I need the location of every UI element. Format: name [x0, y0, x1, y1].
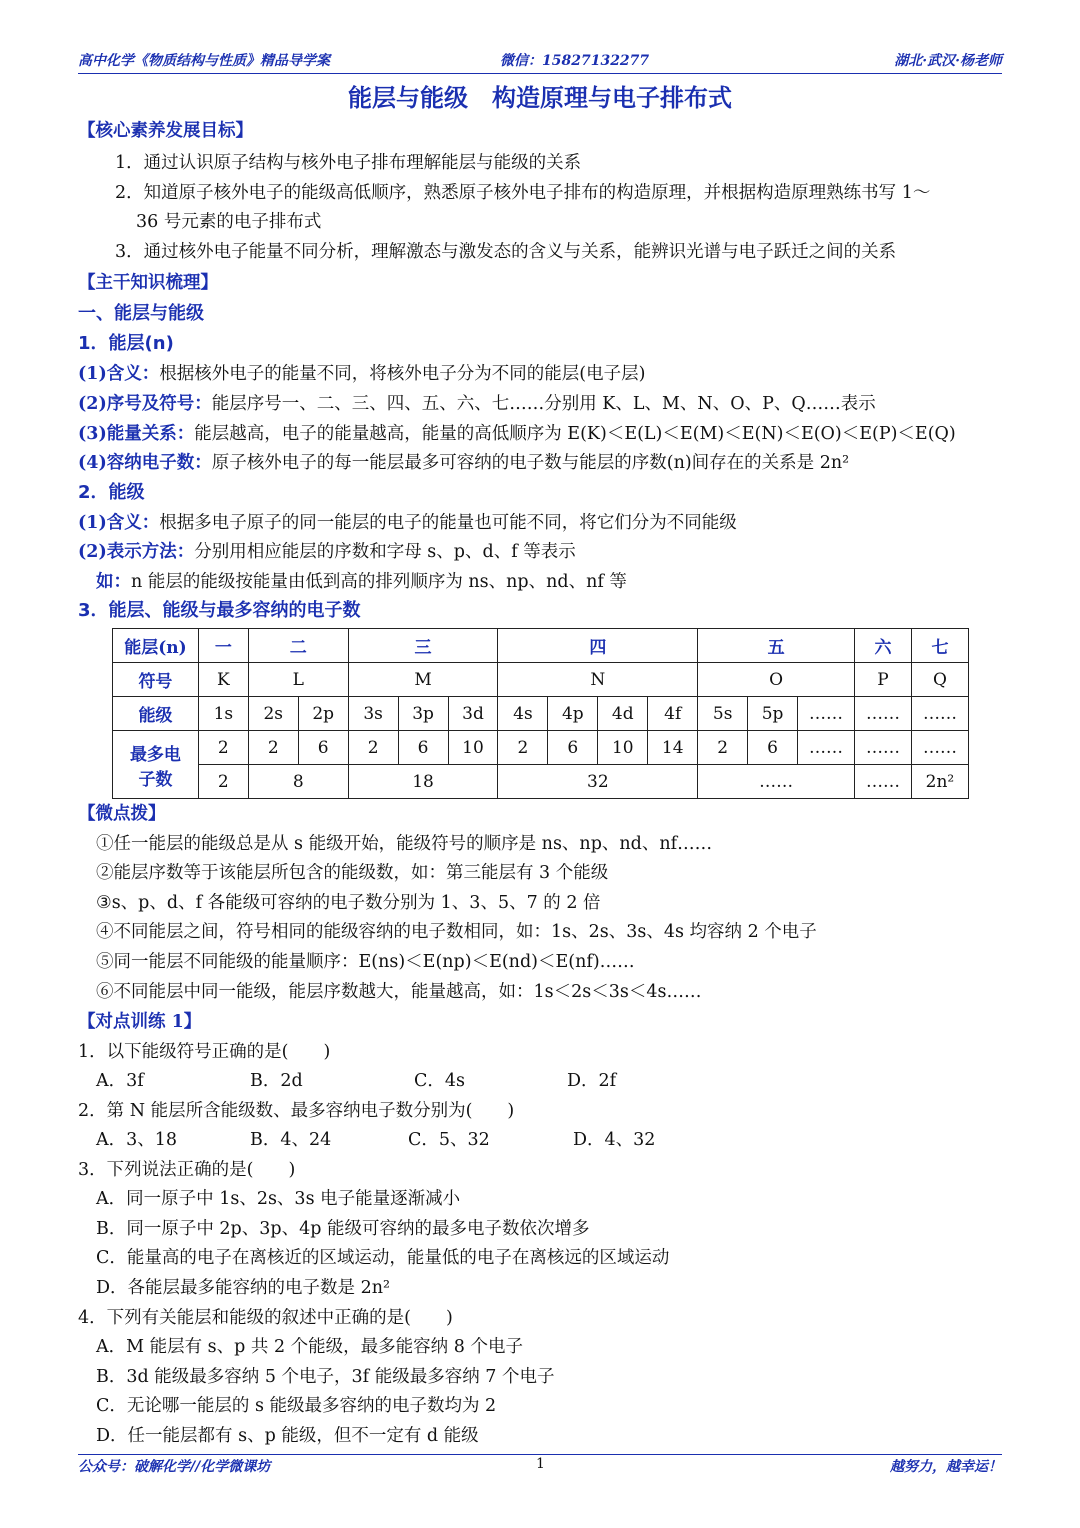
footer-divider [78, 1454, 1002, 1455]
page-title: 能层与能级 构造原理与电子排布式 [348, 84, 732, 112]
table-row-total [113, 765, 969, 799]
table-cell: 2 [498, 731, 548, 765]
page-header [78, 50, 1002, 72]
goal-item: 3．通过核外电子能量不同分析，理解激态与激发态的含义与关系，能辨识光谱与电子跃迁之间的关系 [115, 242, 897, 262]
table-cell: O [698, 663, 855, 697]
table-cell: 五 [698, 629, 855, 663]
heading-table: 3．能层、能级与最多容纳的电子数 [78, 600, 361, 621]
table-cell: 32 [498, 765, 698, 799]
question-4-option-b[interactable]: B．3d 能级最多容纳 5 个电子，3f 能级最多容纳 7 个电子 [96, 1367, 555, 1387]
page-number: 1 [536, 1456, 545, 1472]
question-4-option-d[interactable]: D．任一能层都有 s、p 能级，但不一定有 d 能级 [96, 1426, 479, 1446]
shell-energy: (3)能量关系：能层越高，电子的能量越高，能量的高低顺序为 E(K)＜E(L)＜E(M)＜E(N)＜E(O)＜E(P)＜E(Q) [78, 424, 956, 444]
question-2-option-b[interactable]: B．4、24 [250, 1130, 332, 1150]
tip-item: ③s、p、d、f 各能级可容纳的电子数分别为 1、3、5、7 的 2 倍 [96, 893, 601, 913]
tip-item: ②能层序数等于该能层所包含的能级数，如：第三能层有 3 个能级 [96, 863, 609, 883]
table-cell: …… [798, 731, 855, 765]
table-cell: 10 [598, 731, 648, 765]
table-cell: …… [854, 697, 911, 731]
question-2-stem: 2．第 N 能层所含能级数、最多容纳电子数分别为( ) [78, 1101, 515, 1121]
table-cell: 七 [911, 629, 968, 663]
table-cell: 3s [348, 697, 398, 731]
table-cell: 2s [248, 697, 298, 731]
table-cell: 6 [398, 731, 448, 765]
shell-sublevel-table [112, 628, 969, 799]
table-cell: 6 [748, 731, 798, 765]
table-cell: 14 [648, 731, 698, 765]
table-cell: …… [698, 765, 855, 799]
table-cell: 2 [248, 731, 298, 765]
table-cell: 4s [498, 697, 548, 731]
shell-capacity: (4)容纳电子数：原子核外电子的每一能层最多可容纳的电子数与能层的序数(n)间存在的关系是 2n² [78, 453, 850, 473]
header-divider [78, 73, 1002, 74]
section-tips-heading: 【微点拨】 [78, 804, 166, 824]
table-row-sublevel [113, 697, 969, 731]
tip-item: ⑤同一能层不同能级的能量顺序：E(ns)＜E(np)＜E(nd)＜E(nf)…… [96, 952, 635, 972]
table-cell: 2p [298, 697, 348, 731]
question-4-option-c[interactable]: C．无论哪一能层的 s 能级最多容纳的电子数均为 2 [96, 1396, 497, 1416]
table-cell: 三 [348, 629, 498, 663]
question-1-option-b[interactable]: B．2d [250, 1071, 303, 1091]
table-cell: 2 [348, 731, 398, 765]
table-cell: 符号 [113, 663, 199, 697]
tip-item: ⑥不同能层中同一能级，能层序数越大，能量越高，如：1s＜2s＜3s＜4s…… [96, 982, 702, 1002]
heading-energy-shell: 1．能层(n) [78, 333, 174, 354]
table-cell: 5s [698, 697, 748, 731]
footer-left: 公众号：破解化学//化学微课坊 [78, 1459, 271, 1475]
table-cell: N [498, 663, 698, 697]
heading-part-one: 一、能层与能级 [78, 303, 204, 324]
header-left: 高中化学《物质结构与性质》精品导学案 [78, 53, 330, 69]
question-3-option-a[interactable]: A．同一原子中 1s、2s、3s 电子能量逐渐减小 [96, 1189, 461, 1209]
question-3-stem: 3．下列说法正确的是( ) [78, 1160, 296, 1180]
header-wechat: 微信：15827132277 [500, 53, 650, 69]
tip-item: ④不同能层之间，符号相同的能级容纳的电子数相同，如：1s、2s、3s、4s 均容纳 2 个电子 [96, 922, 817, 942]
section-main-heading: 【主干知识梳理】 [78, 273, 218, 293]
question-1-option-a[interactable]: A．3f [96, 1071, 144, 1091]
shell-meaning: (1)含义：根据核外电子的能量不同，将核外电子分为不同的能层(电子层) [78, 364, 646, 384]
table-cell: 四 [498, 629, 698, 663]
sublevel-meaning: (1)含义：根据多电子原子的同一能层的电子的能量也可能不同，将它们分为不同能级 [78, 513, 737, 533]
table-row-symbol [113, 663, 969, 697]
question-2-option-c[interactable]: C．5、32 [408, 1130, 490, 1150]
sublevel-example: 如：n 能层的能级按能量由低到高的排列顺序为 ns、np、nd、nf 等 [96, 572, 627, 592]
table-cell: 一 [198, 629, 248, 663]
table-cell: 2 [198, 731, 248, 765]
page-footer [78, 1456, 1002, 1478]
table-cell: 18 [348, 765, 498, 799]
header-right: 湖北·武汉·杨老师 [894, 53, 1002, 69]
goal-item: 1．通过认识原子结构与核外电子排布理解能层与能级的关系 [115, 153, 582, 173]
question-3-option-c[interactable]: C．能量高的电子在离核近的区域运动，能量低的电子在离核远的区域运动 [96, 1248, 670, 1268]
table-cell: …… [911, 731, 968, 765]
table-cell: …… [911, 697, 968, 731]
question-1-option-c[interactable]: C．4s [414, 1071, 466, 1091]
table-cell: 4f [648, 697, 698, 731]
table-cell: 1s [198, 697, 248, 731]
table-cell: L [248, 663, 348, 697]
table-cell: 3d [448, 697, 498, 731]
question-3-option-b[interactable]: B．同一原子中 2p、3p、4p 能级可容纳的最多电子数依次增多 [96, 1219, 590, 1239]
table-cell: …… [854, 765, 911, 799]
question-3-option-d[interactable]: D．各能层最多能容纳的电子数是 2n² [96, 1278, 391, 1298]
table-cell-max-label: 最多电 子数 [113, 731, 199, 799]
table-cell: 6 [548, 731, 598, 765]
section-training-heading: 【对点训练 1】 [78, 1012, 202, 1032]
section-goals-heading: 【核心素养发展目标】 [78, 121, 253, 141]
question-2-option-d[interactable]: D．4、32 [573, 1130, 656, 1150]
sublevel-notation: (2)表示方法：分别用相应能层的序数和字母 s、p、d、f 等表示 [78, 542, 576, 562]
question-4-option-a[interactable]: A．M 能层有 s、p 共 2 个能级，最多能容纳 8 个电子 [96, 1337, 523, 1357]
question-1-option-d[interactable]: D．2f [567, 1071, 617, 1091]
table-cell: 4p [548, 697, 598, 731]
table-cell: P [854, 663, 911, 697]
tip-item: ①任一能层的能级总是从 s 能级开始，能级符号的顺序是 ns、np、nd、nf…… [96, 834, 713, 854]
table-cell: 10 [448, 731, 498, 765]
table-row-layer [113, 629, 969, 663]
table-cell: 6 [298, 731, 348, 765]
table-cell: 2 [698, 731, 748, 765]
table-cell: 能层(n) [113, 629, 199, 663]
goal-item-cont: 36 号元素的电子排布式 [136, 212, 322, 232]
table-cell: 二 [248, 629, 348, 663]
table-cell: 5p [748, 697, 798, 731]
question-2-option-a[interactable]: A．3、18 [96, 1130, 178, 1150]
table-row-max [113, 731, 969, 765]
table-cell: 能级 [113, 697, 199, 731]
table-cell: 2n² [911, 765, 968, 799]
table-cell: K [198, 663, 248, 697]
goal-item: 2．知道原子核外电子的能级高低顺序，熟悉原子核外电子排布的构造原理，并根据构造原理熟练书写 1～ [115, 183, 931, 203]
table-cell: 2 [198, 765, 248, 799]
question-4-stem: 4．下列有关能层和能级的叙述中正确的是( ) [78, 1308, 453, 1328]
table-cell: Q [911, 663, 968, 697]
table-cell: …… [798, 697, 855, 731]
footer-right: 越努力，越幸运！ [890, 1459, 1002, 1475]
question-1-stem: 1．以下能级符号正确的是( ) [78, 1042, 331, 1062]
shell-symbols: (2)序号及符号：能层序号一、二、三、四、五、六、七……分别用 K、L、M、N、O、P、Q……表示 [78, 394, 876, 414]
table-cell: 8 [248, 765, 348, 799]
table-cell: 3p [398, 697, 448, 731]
table-cell: 4d [598, 697, 648, 731]
heading-sublevel: 2．能级 [78, 482, 145, 503]
table-cell: M [348, 663, 498, 697]
table-cell: 六 [854, 629, 911, 663]
table-cell: …… [854, 731, 911, 765]
